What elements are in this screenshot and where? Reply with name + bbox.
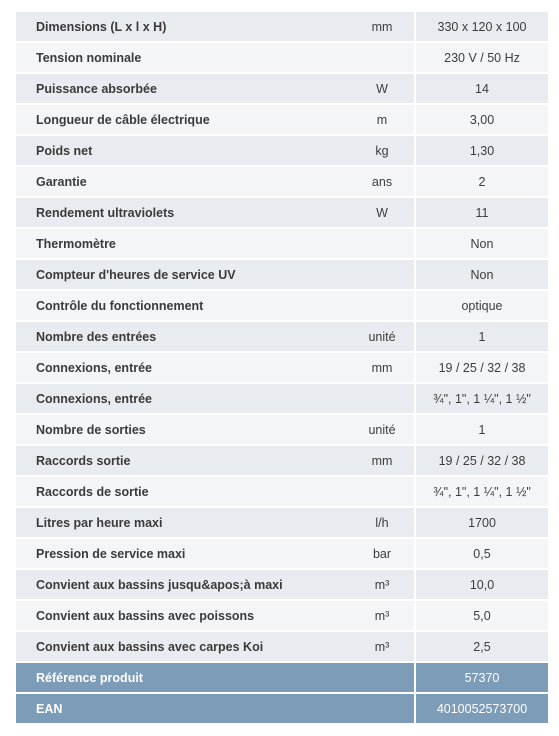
spec-value: 330 x 120 x 100: [414, 12, 548, 42]
spec-label: Raccords de sortie: [16, 477, 330, 507]
spec-label: Convient aux bassins jusqu&apos;à maxi: [16, 570, 330, 600]
spec-rows: [16, 12, 548, 663]
spec-unit: unité: [330, 322, 414, 352]
spec-label: Poids net: [16, 136, 330, 166]
spec-value: 1: [414, 415, 548, 445]
spec-unit: [330, 291, 414, 321]
spec-value: 0,5: [414, 539, 548, 569]
footer-unit-spacer: [330, 663, 414, 693]
spec-value: 1700: [414, 508, 548, 538]
spec-table: [16, 12, 548, 725]
spec-row: [16, 43, 548, 74]
spec-unit: unité: [330, 415, 414, 445]
spec-label: Litres par heure maxi: [16, 508, 330, 538]
spec-label: Connexions, entrée: [16, 353, 330, 383]
spec-value: 5,0: [414, 601, 548, 631]
spec-label: Rendement ultraviolets: [16, 198, 330, 228]
spec-value: 19 / 25 / 32 / 38: [414, 353, 548, 383]
spec-value: Non: [414, 260, 548, 290]
spec-label: Puissance absorbée: [16, 74, 330, 104]
spec-unit: m³: [330, 601, 414, 631]
spec-row: [16, 508, 548, 539]
spec-value: 230 V / 50 Hz: [414, 43, 548, 73]
spec-unit: [330, 260, 414, 290]
spec-value: 2: [414, 167, 548, 197]
spec-unit: [330, 229, 414, 259]
spec-row: [16, 229, 548, 260]
spec-label: Contrôle du fonctionnement: [16, 291, 330, 321]
spec-value: 10,0: [414, 570, 548, 600]
spec-label: Nombre de sorties: [16, 415, 330, 445]
spec-label: Convient aux bassins avec poissons: [16, 601, 330, 631]
spec-label: Dimensions (L x l x H): [16, 12, 330, 42]
ean-row: [16, 694, 548, 725]
spec-row: [16, 601, 548, 632]
product-reference-value: 57370: [414, 663, 548, 693]
spec-row: [16, 105, 548, 136]
spec-value: 14: [414, 74, 548, 104]
spec-value: ¾", 1", 1 ¼", 1 ½": [414, 384, 548, 414]
product-reference-row: [16, 663, 548, 694]
spec-row: [16, 477, 548, 508]
spec-row: [16, 74, 548, 105]
spec-value: optique: [414, 291, 548, 321]
spec-row: [16, 446, 548, 477]
footer-unit-spacer: [330, 694, 414, 724]
spec-unit: [330, 43, 414, 73]
spec-row: [16, 415, 548, 446]
spec-value: 19 / 25 / 32 / 38: [414, 446, 548, 476]
spec-value: 1: [414, 322, 548, 352]
spec-unit: mm: [330, 446, 414, 476]
spec-label: Nombre des entrées: [16, 322, 330, 352]
spec-unit: W: [330, 74, 414, 104]
spec-label: Compteur d'heures de service UV: [16, 260, 330, 290]
spec-label: Tension nominale: [16, 43, 330, 73]
spec-unit: mm: [330, 12, 414, 42]
spec-value: 1,30: [414, 136, 548, 166]
spec-row: [16, 384, 548, 415]
spec-unit: m³: [330, 570, 414, 600]
spec-unit: ans: [330, 167, 414, 197]
product-reference-label: Référence produit: [16, 663, 330, 693]
spec-label: Connexions, entrée: [16, 384, 330, 414]
footer-rows: [16, 663, 548, 725]
ean-label: EAN: [16, 694, 330, 724]
spec-row: [16, 570, 548, 601]
spec-row: [16, 539, 548, 570]
spec-unit: l/h: [330, 508, 414, 538]
spec-unit: bar: [330, 539, 414, 569]
spec-unit: mm: [330, 353, 414, 383]
spec-value: 2,5: [414, 632, 548, 662]
spec-row: [16, 322, 548, 353]
spec-row: [16, 12, 548, 43]
spec-label: Longueur de câble électrique: [16, 105, 330, 135]
spec-unit: W: [330, 198, 414, 228]
ean-value: 4010052573700: [414, 694, 548, 724]
spec-row: [16, 167, 548, 198]
spec-unit: kg: [330, 136, 414, 166]
spec-row: [16, 198, 548, 229]
spec-label: Pression de service maxi: [16, 539, 330, 569]
spec-label: Thermomètre: [16, 229, 330, 259]
spec-row: [16, 353, 548, 384]
spec-label: Convient aux bassins avec carpes Koi: [16, 632, 330, 662]
spec-label: Garantie: [16, 167, 330, 197]
spec-row: [16, 260, 548, 291]
spec-unit: [330, 477, 414, 507]
spec-unit: m: [330, 105, 414, 135]
spec-unit: [330, 384, 414, 414]
spec-label: Raccords sortie: [16, 446, 330, 476]
spec-value: ¾", 1", 1 ¼", 1 ½": [414, 477, 548, 507]
spec-value: 11: [414, 198, 548, 228]
spec-row: [16, 136, 548, 167]
spec-value: 3,00: [414, 105, 548, 135]
spec-row: [16, 291, 548, 322]
spec-row: [16, 632, 548, 663]
spec-value: Non: [414, 229, 548, 259]
spec-unit: m³: [330, 632, 414, 662]
